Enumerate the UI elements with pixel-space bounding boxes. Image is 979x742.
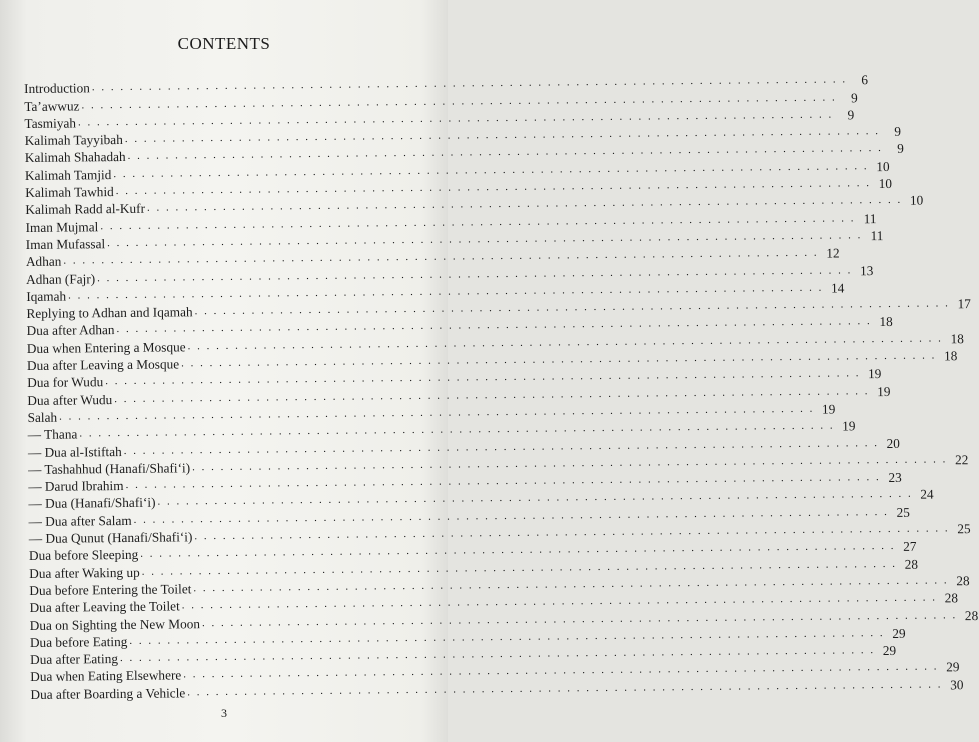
toc-entry-title: Kalimah Tamjid [24,166,112,183]
dot-leader: . . . . . . . . . . . . . . . . . . . . . . . . . . . . . . . . . . . . . . . . . . . . . . . . . . . . . . . . . . . . . . . . . . . . . . . . . . . . . . . . [123,436,879,457]
toc-entry-title: Replying to Adhan and Iqamah [26,304,193,322]
toc-entry-title: Dua when Entering a Mosque [26,339,186,356]
dot-leader: . . . . . . . . . . . . . . . . . . . . . . . . . . . . . . . . . . . . . . . . . . . . . . . . . . . . . . . . . . . . . . . . . . . . . . . . . . . . . . . . [77,108,834,129]
toc-entry-page-number: 10 [878,175,893,192]
dot-leader: . . . . . . . . . . . . . . . . . . . . . . . . . . . . . . . . . . . . . . . . . . . . . . . . . . . . . . . . . . . . . . . . . . . . . . . . . . . . . . . . [100,211,856,232]
dot-leader: . . . . . . . . . . . . . . . . . . . . . . . . . . . . . . . . . . . . . . . . . . . . . . . . . . . . . . . . . . . . . . . . . . . . . . . . . . . . . . . . [194,522,950,543]
dot-leader: . . . . . . . . . . . . . . . . . . . . . . . . . . . . . . . . . . . . . . . . . . . . . . . . . . . . . . . . . . . . . . . . . . . . . . . . . . . . . . . . [181,591,937,612]
toc-entry-title: — Dua after Salam [28,512,132,529]
dot-leader: . . . . . . . . . . . . . . . . . . . . . . . . . . . . . . . . . . . . . . . . . . . . . . . . . . . . . . . . . . . . . . . . . . . . . . . . . . . . . . . . [125,471,881,492]
toc-entry-page-number: 29 [882,642,897,659]
page-title: CONTENTS [177,34,271,53]
toc-entry-page-number: 17 [957,296,971,312]
dot-leader: . . . . . . . . . . . . . . . . . . . . . . . . . . . . . . . . . . . . . . . . . . . . . . . . . . . . . . . . . . . . . . . . . . . . . . . . . . . . . . . . [181,349,937,370]
toc-entry-page-number: 9 [894,124,902,140]
toc-entry-title: — Tashahhud (Hanafi/Shafi‘i) [28,460,191,477]
toc-entry-page-number: 25 [896,504,910,520]
dot-leader: . . . . . . . . . . . . . . . . . . . . . . . . . . . . . . . . . . . . . . . . . . . . . . . . . . . . . . . . . . . . . . . . . . . . . . . . . . . . . . . . [192,453,948,474]
toc-entry-title: Dua after Leaving the Toilet [29,598,180,616]
dot-leader: . . . . . . . . . . . . . . . . . . . . . . . . . . . . . . . . . . . . . . . . . . . . . . . . . . . . . . . . . . . . . . . . . . . . . . . . . . . . . . . . [133,505,889,526]
dot-leader: . . . . . . . . . . . . . . . . . . . . . . . . . . . . . . . . . . . . . . . . . . . . . . . . . . . . . . . . . . . . . . . . . . . . . . . . . . . . . . . . [129,626,885,647]
toc-entry-title: Tasmiyah [24,115,77,131]
dot-leader: . . . . . . . . . . . . . . . . . . . . . . . . . . . . . . . . . . . . . . . . . . . . . . . . . . . . . . . . . . . . . . . . . . . . . . . . . . . . . . . . [114,384,870,405]
toc-entry-page-number: 18 [879,314,893,330]
dot-leader: . . . . . . . . . . . . . . . . . . . . . . . . . . . . . . . . . . . . . . . . . . . . . . . . . . . . . . . . . . . . . . . . . . . . . . . . . . . . . . . . [105,367,861,388]
toc-entry-page-number: 23 [888,469,902,486]
toc-entry-title: Dua after Boarding a Vehicle [30,685,186,702]
toc-entry-title: Dua after Adhan [26,322,115,339]
toc-entry-page-number: 11 [863,210,877,226]
toc-entry-title: Kalimah Tayyibah [24,132,123,149]
dot-leader: . . . . . . . . . . . . . . . . . . . . . . . . . . . . . . . . . . . . . . . . . . . . . . . . . . . . . . . . . . . . . . . . . . . . . . . . . . . . . . . . [79,419,835,440]
toc-entry-page-number: 9 [847,107,855,123]
toc-entry-page-number: 10 [909,192,924,209]
toc-entry-page-number: 19 [842,418,856,434]
toc-entry-title: Salah [27,409,58,425]
dot-leader: . . . . . . . . . . . . . . . . . . . . . . . . . . . . . . . . . . . . . . . . . . . . . . . . . . . . . . . . . . . . . . . . . . . . . . . . . . . . . . . . [141,557,897,578]
toc-entry-page-number: 9 [850,89,858,105]
toc-entry-page-number: 13 [859,262,874,278]
toc-entry-title: Dua before Sleeping [28,547,139,564]
dot-leader: . . . . . . . . . . . . . . . . . . . . . . . . . . . . . . . . . . . . . . . . . . . . . . . . . . . . . . . . . . . . . . . . . . . . . . . . . . . . . . . . [113,159,869,180]
toc-entry-title: — Darud Ibrahim [28,478,124,495]
toc-entry-title: Dua after Wudu [27,391,113,408]
toc-entry-page-number: 28 [964,607,979,623]
page-number: 3 [221,706,227,720]
dot-leader: . . . . . . . . . . . . . . . . . . . . . . . . . . . . . . . . . . . . . . . . . . . . . . . . . . . . . . . . . . . . . . . . . . . . . . . . . . . . . . . . [107,229,863,250]
dot-leader: . . . . . . . . . . . . . . . . . . . . . . . . . . . . . . . . . . . . . . . . . . . . . . . . . . . . . . . . . . . . . . . . . . . . . . . . . . . . . . . . [127,142,883,163]
toc-entry-title: — Dua Qunut (Hanafi/Shafi‘i) [28,529,193,546]
toc-entry-page-number: 28 [944,590,959,606]
toc-entry-title: Adhan (Fajr) [26,270,96,287]
toc-entry-page-number: 19 [877,383,891,399]
dot-leader: . . . . . . . . . . . . . . . . . . . . . . . . . . . . . . . . . . . . . . . . . . . . . . . . . . . . . . . . . . . . . . . . . . . . . . . . . . . . . . . . [201,608,958,629]
toc-entry-title: Dua after Leaving a Mosque [26,356,180,374]
toc-entry-page-number: 29 [946,659,960,675]
toc-entry-title: Iqamah [26,288,67,304]
toc-entry-title: Adhan [25,253,62,270]
dot-leader: . . . . . . . . . . . . . . . . . . . . . . . . . . . . . . . . . . . . . . . . . . . . . . . . . . . . . . . . . . . . . . . . . . . . . . . . . . . . . . . . [63,246,819,267]
toc-entry-page-number: 10 [876,158,890,174]
toc-entry-page-number: 24 [920,486,934,503]
dot-leader: . . . . . . . . . . . . . . . . . . . . . . . . . . . . . . . . . . . . . . . . . . . . . . . . . . . . . . . . . . . . . . . . . . . . . . . . . . . . . . . . [68,281,824,302]
dot-leader: . . . . . . . . . . . . . . . . . . . . . . . . . . . . . . . . . . . . . . . . . . . . . . . . . . . . . . . . . . . . . . . . . . . . . . . . . . . . . . . . [119,644,876,665]
toc-entry-title: Kalimah Shahadah [24,149,126,166]
toc-entry-title: Dua before Eating [29,633,128,650]
toc-entry-page-number: 25 [957,521,971,537]
toc-entry-title: Dua before Entering the Toilet [29,581,192,598]
toc-entry-title: Ta’awwuz [24,98,80,114]
dot-leader: . . . . . . . . . . . . . . . . . . . . . . . . . . . . . . . . . . . . . . . . . . . . . . . . . . . . . . . . . . . . . . . . . . . . . . . . . . . . . . . . [59,402,815,423]
toc-entry-page-number: 18 [950,330,964,347]
toc-entry-title: — Dua al-Istiftah [27,443,122,460]
table-of-contents [24,72,979,702]
dot-leader: . . . . . . . . . . . . . . . . . . . . . . . . . . . . . . . . . . . . . . . . . . . . . . . . . . . . . . . . . . . . . . . . . . . . . . . . . . . . . . . . [183,660,939,681]
toc-entry-page-number: 18 [943,348,958,364]
toc-entry-title: Iman Mujmal [25,218,99,235]
dot-leader: . . . . . . . . . . . . . . . . . . . . . . . . . . . . . . . . . . . . . . . . . . . . . . . . . . . . . . . . . . . . . . . . . . . . . . . . . . . . . . . . [146,194,903,215]
dot-leader: . . . . . . . . . . . . . . . . . . . . . . . . . . . . . . . . . . . . . . . . . . . . . . . . . . . . . . . . . . . . . . . . . . . . . . . . . . . . . . . . [194,297,950,318]
dot-leader: . . . . . . . . . . . . . . . . . . . . . . . . . . . . . . . . . . . . . . . . . . . . . . . . . . . . . . . . . . . . . . . . . . . . . . . . . . . . . . . . [116,315,872,336]
toc-entry-page-number: 19 [821,401,836,417]
toc-entry-page-number: 11 [870,227,884,244]
dot-leader: . . . . . . . . . . . . . . . . . . . . . . . . . . . . . . . . . . . . . . . . . . . . . . . . . . . . . . . . . . . . . . . . . . . . . . . . . . . . . . . . [187,332,943,353]
toc-entry-title: Iman Mufassal [25,236,106,252]
toc-entry-page-number: 28 [956,573,970,589]
toc-entry-title: Dua after Waking up [29,564,140,581]
toc-entry-page-number: 20 [886,435,900,451]
dot-leader: . . . . . . . . . . . . . . . . . . . . . . . . . . . . . . . . . . . . . . . . . . . . . . . . . . . . . . . . . . . . . . . . . . . . . . . . . . . . . . . . [115,177,872,198]
toc-entry-page-number: 28 [904,556,919,572]
dot-leader: . . . . . . . . . . . . . . . . . . . . . . . . . . . . . . . . . . . . . . . . . . . . . . . . . . . . . . . . . . . . . . . . . . . . . . . . . . . . . . . . [140,540,896,561]
toc-entry-page-number: 22 [954,451,969,468]
dot-leader: . . . . . . . . . . . . . . . . . . . . . . . . . . . . . . . . . . . . . . . . . . . . . . . . . . . . . . . . . . . . . . . . . . . . . . . . . . . . . . . . [157,488,913,509]
dot-leader: . . . . . . . . . . . . . . . . . . . . . . . . . . . . . . . . . . . . . . . . . . . . . . . . . . . . . . . . . . . . . . . . . . . . . . . . . . . . . . . . [91,73,848,94]
dot-leader: . . . . . . . . . . . . . . . . . . . . . . . . . . . . . . . . . . . . . . . . . . . . . . . . . . . . . . . . . . . . . . . . . . . . . . . . . . . . . . . . [97,263,853,284]
toc-entry-page-number: 27 [903,538,917,555]
toc-entry-title: Introduction [24,80,90,97]
toc-entry-title: Dua on Sighting the New Moon [29,615,201,633]
dot-leader: . . . . . . . . . . . . . . . . . . . . . . . . . . . . . . . . . . . . . . . . . . . . . . . . . . . . . . . . . . . . . . . . . . . . . . . . . . . . . . . . [124,125,881,146]
toc-entry-page-number: 12 [826,245,840,261]
toc-entry-page-number: 9 [897,141,904,157]
toc-entry-page-number: 19 [868,366,882,382]
toc-entry-title: Kalimah Tawhid [25,184,114,201]
dot-leader: . . . . . . . . . . . . . . . . . . . . . . . . . . . . . . . . . . . . . . . . . . . . . . . . . . . . . . . . . . . . . . . . . . . . . . . . . . . . . . . . [193,574,949,595]
toc-entry-title: Kalimah Radd al-Kufr [25,201,146,218]
dot-leader: . . . . . . . . . . . . . . . . . . . . . . . . . . . . . . . . . . . . . . . . . . . . . . . . . . . . . . . . . . . . . . . . . . . . . . . . . . . . . . . . [81,91,837,111]
toc-entry-page-number: 14 [830,280,845,296]
toc-entry-page-number: 29 [892,625,906,641]
toc-entry-page-number: 30 [950,676,964,693]
toc-entry-title: Dua after Eating [30,651,119,668]
toc-entry-title: — Thana [27,426,78,443]
toc-entry-title: Dua for Wudu [27,374,104,391]
dot-leader: . . . . . . . . . . . . . . . . . . . . . . . . . . . . . . . . . . . . . . . . . . . . . . . . . . . . . . . . . . . . . . . . . . . . . . . . . . . . . . . . [187,678,943,699]
toc-entry-page-number: 6 [861,72,869,88]
toc-entry-title: — Dua (Hanafi/Shafi‘i) [28,495,156,512]
toc-entry-title: Dua when Eating Elsewhere [30,667,182,685]
